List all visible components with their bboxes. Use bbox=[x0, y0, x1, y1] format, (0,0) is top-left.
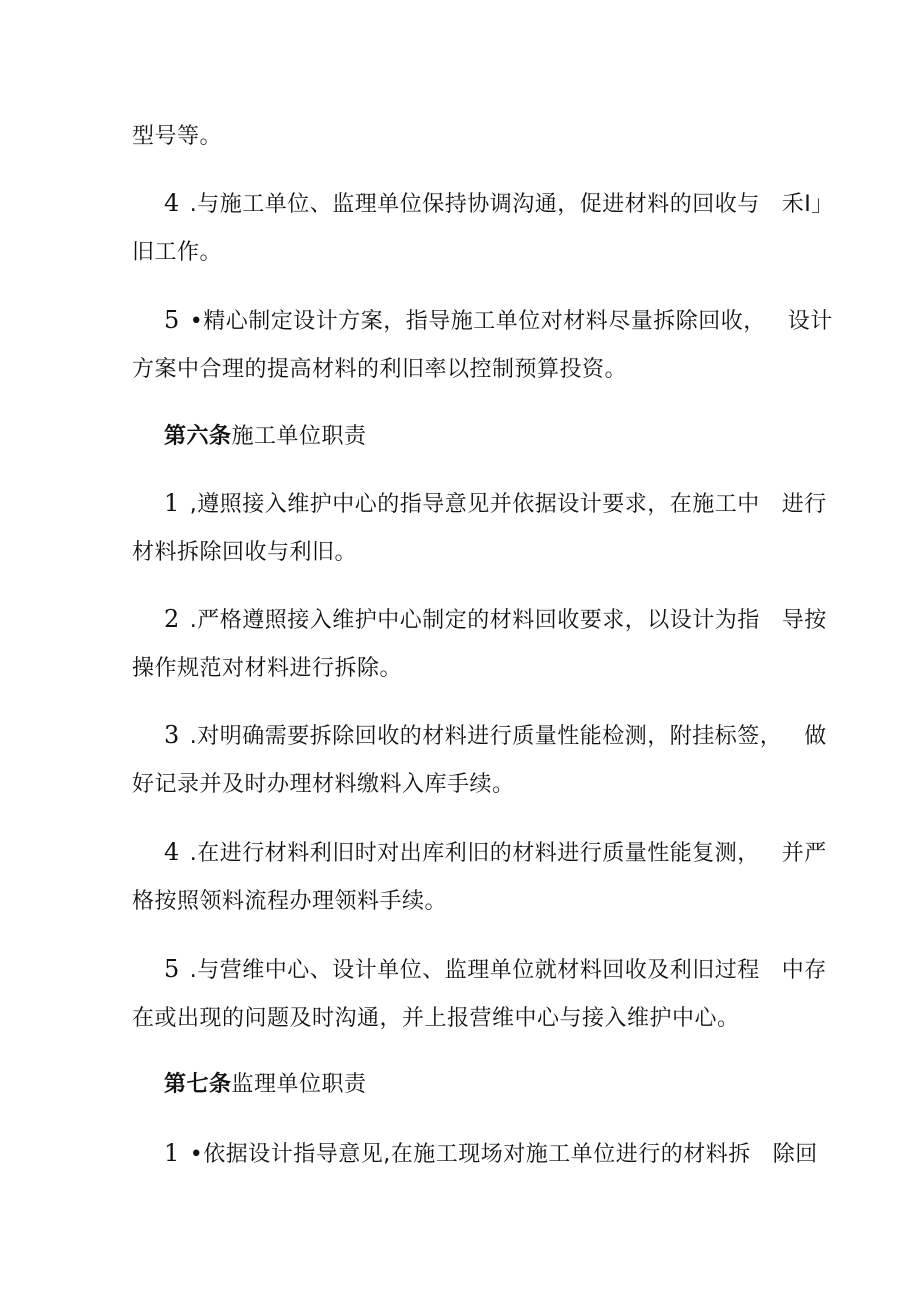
item-number: 3 bbox=[164, 721, 180, 749]
text-line-1 bbox=[132, 122, 222, 152]
list-item-2-line-1 bbox=[164, 604, 827, 636]
line-tail: 导按 bbox=[781, 608, 827, 633]
item-number: 2 bbox=[164, 605, 180, 633]
line-text: ,遵照接入维护中心的指导意见并依据设计要求，在施工中 bbox=[189, 492, 760, 517]
line-tail: 并严 bbox=[781, 841, 827, 866]
article-title: 监理单位职责 bbox=[231, 1072, 367, 1097]
line-text: .对明确需要拆除回收的材料进行质量性能检测，附挂标签， bbox=[189, 724, 783, 749]
list-item-4-line-2 bbox=[132, 238, 222, 268]
list-item-5b-line-1 bbox=[164, 954, 827, 986]
item-number: 4 bbox=[164, 189, 180, 217]
article-number: 第七条 bbox=[164, 1072, 232, 1097]
list-item-5-line-1 bbox=[164, 305, 833, 337]
list-item-3-line-2 bbox=[132, 770, 515, 800]
line-tail: 设计 bbox=[787, 309, 833, 334]
line-text: .严格遵照接入维护中心制定的材料回收要求，以设计为指 bbox=[189, 608, 760, 633]
line-text: .在进行材料利旧时对出库利旧的材料进行质量性能复测， bbox=[189, 841, 760, 866]
line-text: 旧工作。 bbox=[132, 240, 223, 265]
line-tail: 禾I」 bbox=[781, 192, 834, 217]
article-title: 施工单位职责 bbox=[231, 424, 367, 449]
line-tail: 进行 bbox=[781, 492, 827, 517]
list-item-1b-line-1 bbox=[164, 1138, 818, 1170]
list-item-4b-line-1 bbox=[164, 837, 827, 869]
line-tail: 中存 bbox=[781, 958, 827, 983]
line-tail: 做 bbox=[804, 724, 827, 749]
list-item-1-line-2 bbox=[132, 538, 357, 568]
list-item-5b-line-2 bbox=[132, 1004, 740, 1034]
line-text: 格按照领料流程办理领料手续。 bbox=[132, 889, 448, 914]
line-text: .与营维中心、设计单位、监理单位就材料回收及利旧过程 bbox=[189, 958, 760, 983]
line-text: •精心制定设计方案，指导施工单位对材料尽量拆除回收， bbox=[189, 309, 766, 334]
list-item-2-line-2 bbox=[132, 654, 402, 684]
line-tail: 除回 bbox=[772, 1142, 818, 1167]
item-number: 1 bbox=[164, 489, 180, 517]
item-number: 4 bbox=[164, 838, 180, 866]
line-text: .与施工单位、监理单位保持协调沟通，促进材料的回收与 bbox=[189, 192, 760, 217]
line-text: 操作规范对材料进行拆除。 bbox=[132, 656, 403, 681]
line-text: 好记录并及时办理材料缴料入库手续。 bbox=[132, 772, 515, 797]
item-number: 1 bbox=[164, 1139, 180, 1167]
list-item-4-line-1 bbox=[164, 188, 834, 220]
article-7-heading bbox=[164, 1070, 367, 1100]
article-6-heading bbox=[164, 422, 367, 452]
item-number: 5 bbox=[164, 306, 180, 334]
list-item-3-line-1 bbox=[164, 720, 827, 752]
line-text: 型号等。 bbox=[132, 124, 223, 149]
line-text: 方案中合理的提高材料的利旧率以控制预算投资。 bbox=[132, 357, 628, 382]
list-item-5-line-2 bbox=[132, 355, 627, 385]
line-text: 在或出现的问题及时沟通，并上报营维中心与接入维护中心。 bbox=[132, 1006, 740, 1031]
list-item-4b-line-2 bbox=[132, 887, 447, 917]
item-number: 5 bbox=[164, 955, 180, 983]
list-item-1-line-1 bbox=[164, 488, 827, 520]
line-text: 材料拆除回收与利旧。 bbox=[132, 540, 358, 565]
line-text: •依据设计指导意见,在施工现场对施工单位进行的材料拆 bbox=[189, 1142, 751, 1167]
article-number: 第六条 bbox=[164, 424, 232, 449]
